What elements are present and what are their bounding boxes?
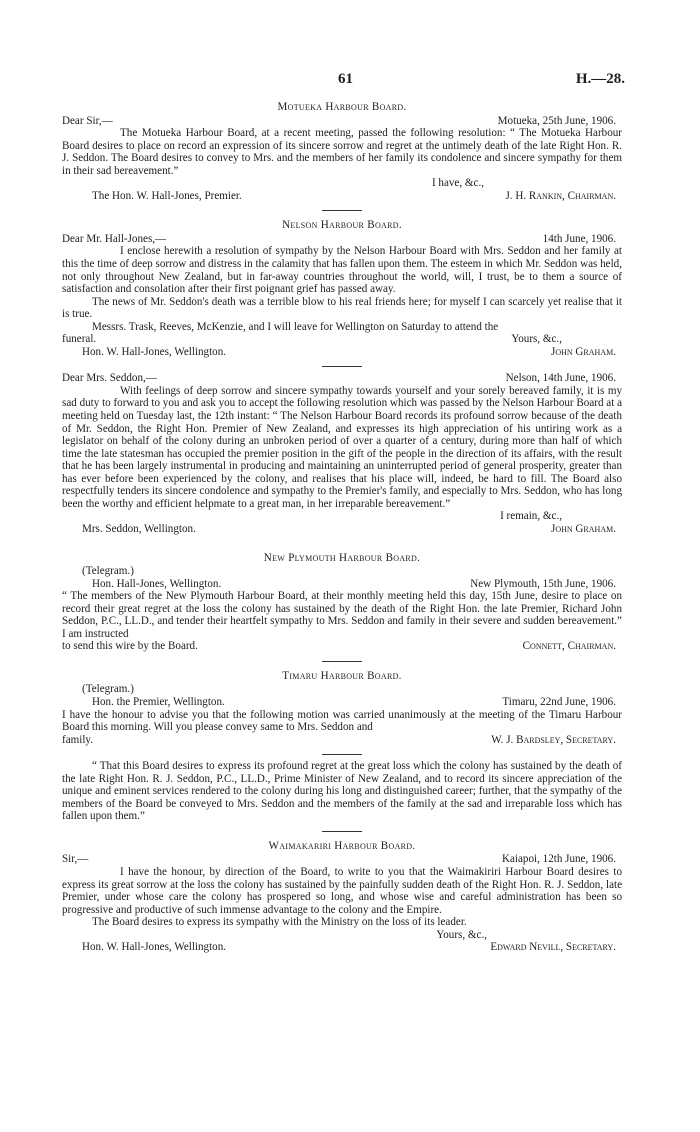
- section-title: Timaru Harbour Board.: [282, 669, 402, 682]
- signature: John Graham.: [551, 522, 616, 535]
- section-divider: [322, 210, 362, 211]
- salutation: Dear Sir,—: [62, 114, 113, 127]
- addressee: Mrs. Seddon, Wellington.: [82, 522, 196, 535]
- signature: Edward Nevill, Secretary.: [490, 941, 616, 954]
- section-title: Motueka Harbour Board.: [277, 101, 407, 113]
- nelson-section: [62, 219, 622, 535]
- dateline: Nelson, 14th June, 1906.: [505, 372, 616, 385]
- motueka-section: [62, 101, 622, 202]
- salutation: Dear Mrs. Seddon,—: [62, 372, 157, 385]
- page-number: 61: [338, 71, 353, 87]
- letter-heading: [62, 853, 622, 866]
- dateline: New Plymouth, 15th June, 1906.: [470, 577, 616, 590]
- section-divider: [322, 661, 362, 662]
- addressee-row: [62, 346, 622, 359]
- page-content: [62, 71, 625, 954]
- letter-divider: [322, 366, 362, 367]
- motion-text: “ That this Board desires to express its profound regret at the great loss which the colony has sustained by the death of the late Right Hon. R. J. Seddon, P.C., LL.D., Prime Minister of New Zealand, and to record its sincere appreciation of the unique and eminent services rendered to the colony during his long and distinguished career; further, that the sympathy of the members of the Board be conveyed to Mrs. Seddon and the members of the family at the sad and irreparable loss which has fallen upon them.”: [62, 760, 622, 823]
- letter-paragraph: The news of Mr. Seddon's death was a terrible blow to his real friends here; for myself I can scarcely yet realise that it is true.: [62, 295, 622, 321]
- addressee: Hon. the Premier, Wellington.: [92, 695, 225, 708]
- letter-body: The Motueka Harbour Board, at a recent meeting, passed the following resolution: “ The Motueka Harbour Board desires to place on record an expression of its sincere sorrow and regret at the untimely death of the late Right Hon. R. J. Seddon. The Board desires to convey to Mrs. and the members of her family its condolence and sincere sympathy for them in their sad bereavement.”: [62, 127, 622, 177]
- signature: John Graham.: [551, 345, 616, 358]
- closing: Yours, &c.,: [436, 928, 487, 941]
- dateline: Motueka, 25th June, 1906.: [497, 114, 616, 127]
- signature-row: [62, 734, 622, 747]
- dateline: Kaiapoi, 12th June, 1906.: [501, 853, 616, 866]
- salutation: Dear Mr. Hall-Jones,—: [62, 232, 167, 245]
- addressee: The Hon. W. Hall-Jones, Premier.: [92, 189, 242, 202]
- letter-paragraph: Messrs. Trask, Reeves, McKenzie, and I will leave for Wellington on Saturday to attend the: [92, 320, 499, 333]
- closing: I remain, &c.,: [500, 510, 562, 523]
- closing: I have, &c.,: [431, 177, 484, 190]
- section-title: Waimakariri Harbour Board.: [268, 839, 416, 852]
- addressee: Hon. W. Hall-Jones, Wellington.: [82, 941, 227, 954]
- closing-row: [62, 177, 622, 190]
- telegram-label: (Telegram.): [82, 565, 134, 578]
- section-title: New Plymouth Harbour Board.: [263, 551, 421, 564]
- telegram-heading: [62, 696, 622, 709]
- new-plymouth-section: [62, 552, 622, 653]
- motion-divider: [322, 754, 362, 755]
- section-title: Nelson Harbour Board.: [282, 219, 402, 232]
- closing-row: [62, 510, 622, 523]
- dateline: 14th June, 1906.: [542, 232, 616, 245]
- letter-heading: [62, 115, 622, 128]
- waimakariri-section: [62, 840, 622, 954]
- letter-heading: [62, 233, 622, 246]
- closing-row: [62, 333, 622, 346]
- section-divider: [322, 831, 362, 832]
- letter-body: With feelings of deep sorrow and sincere sympathy towards yourself and your sorely bereaved family, it is my sad duty to forward to you and ask you to accept the following resolution which was passed by the Nelson Harbour Board at a meeting held on Tuesday last, the 12th instant: “ The Nelson Harbour Board records its profound sorrow because of the death of Mr. Seddon, the Right Hon. Premier of New Zealand, and expresses its high appreciation of his untiring work as a legislator on behalf of the colony during an unbroken period of over a quarter of a century, during more than half of which time the late statesman has occupied the premier position in the gift of the people in the direction of its affairs, with the result that he has been largely instrumental in producing and maintaining an uninterrupted period of general prosperity, greater than has ever before been experienced by the colony, and realises that his place will, indeed, be hard to fill. The Board also respectfully tenders its sincere condolence and sympathy to the Premier's family, and especially to Mrs. Seddon, who has long been the worthy and efficient helpmate to a great man, in her irreparable bereavement.”: [62, 384, 622, 510]
- letter-paragraph: I have the honour, by direction of the Board, to write to you that the Waimakiriri Harbour Board desires to express its great sorrow at the loss the colony has sustained by the painfully sudden death of the Right Hon. R. J. Seddon, late Premier, under whose care the colony has prospered so long, and whose wise and careful administration has been so progressive and productive of such immense advantage to the colony and the Empire.: [62, 865, 622, 916]
- salutation: Sir,—: [62, 853, 89, 866]
- telegram-body: “ The members of the New Plymouth Harbour Board, at their monthly meeting held this day, 15th June, desire to place on record their great regret at the loss the colony has sustained by the death of the Right Hon. the late Premier, Richard John Seddon, P.C., LL.D., and tender their heartfelt sympathy to Mrs. Seddon and family in their severe and sudden bereavement.” I am instructed: [62, 590, 622, 640]
- telegram-heading: [62, 578, 622, 591]
- letter-heading: [62, 372, 622, 385]
- addressee-row: [62, 190, 622, 203]
- telegram-last-line: family.: [62, 733, 94, 746]
- signature: J. H. Rankin, Chairman.: [505, 189, 616, 202]
- paragraph-end: funeral.: [62, 333, 97, 346]
- letter-paragraph: I enclose herewith a resolution of sympathy by the Nelson Harbour Board with Mrs. Seddon and her family at this the time of deep sorrow and distress in the calamity that has fallen upon them. The esteem in which Mr. Seddon was held, not only throughout New Zealand, but in far-away countries throughout the world, will, I trust, be to them a source of satisfaction and consolation after their first poignant grief has passed away.: [62, 245, 622, 296]
- signature: W. J. Bardsley, Secretary.: [491, 733, 616, 746]
- addressee: Hon. Hall-Jones, Wellington.: [92, 577, 222, 590]
- paper-reference: H.—28.: [575, 71, 625, 87]
- dateline: Timaru, 22nd June, 1906.: [502, 695, 616, 708]
- addressee-row: [62, 941, 622, 954]
- timaru-section: [62, 670, 622, 823]
- closing-row: [62, 929, 622, 942]
- addressee-row: [62, 523, 622, 536]
- telegram-body: I have the honour to advise you that the following motion was carried unanimously at the meeting of the Timaru Harbour Board this morning. Will you please convey same to Mrs. Seddon and: [62, 708, 622, 734]
- closing: Yours, &c.,: [511, 333, 562, 346]
- telegram-label: (Telegram.): [82, 683, 134, 696]
- signature-row: [62, 640, 622, 653]
- addressee: Hon. W. Hall-Jones, Wellington.: [82, 345, 227, 358]
- page-header: [62, 71, 625, 93]
- telegram-last-line: to send this wire by the Board.: [62, 640, 198, 653]
- letter-paragraph: The Board desires to express its sympathy with the Ministry on the loss of its leader.: [92, 916, 467, 929]
- signature: Connett, Chairman.: [522, 640, 616, 653]
